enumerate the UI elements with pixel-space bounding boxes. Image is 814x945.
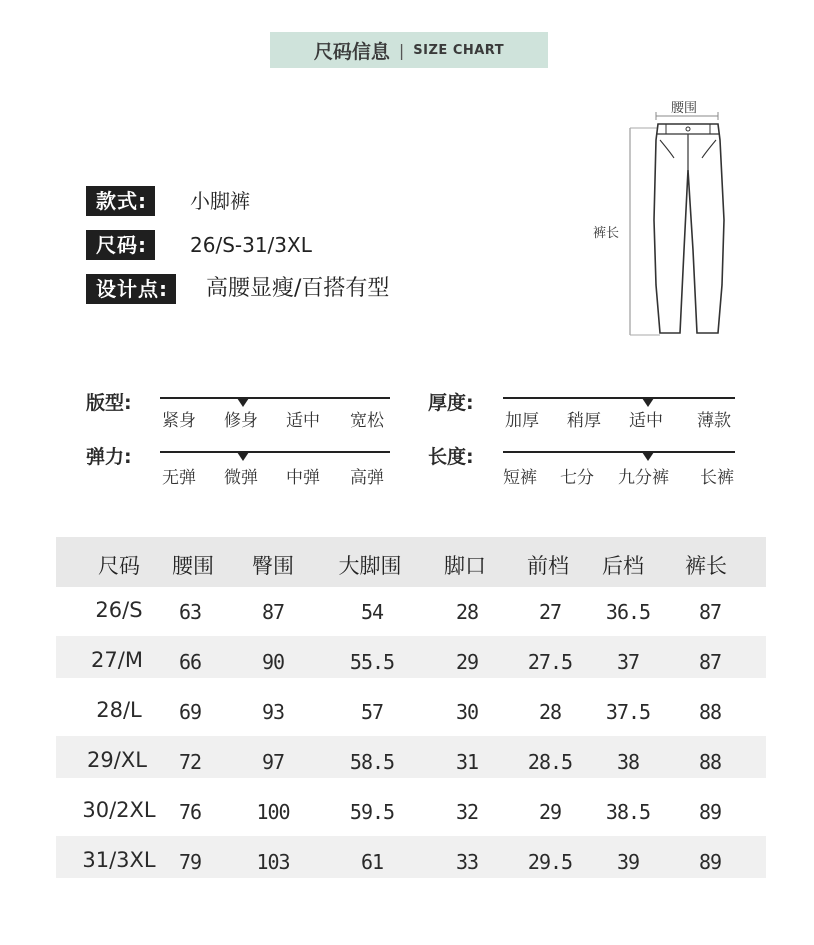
table-cell: 27.5 [527, 650, 573, 674]
length-option-4: 长裤 [700, 468, 734, 488]
table-cell: 87 [698, 600, 722, 624]
table-cell: 31 [455, 750, 479, 774]
row-stripe [56, 736, 766, 778]
style-value: 小脚裤 [190, 189, 250, 213]
size-chart-header [270, 32, 548, 68]
table-cell: 57 [360, 700, 384, 724]
col-header-hem: 脚口 [444, 554, 486, 578]
size-tag: 尺码: [86, 230, 155, 260]
length-marker [642, 452, 654, 461]
fit-option-3: 适中 [286, 411, 320, 431]
thickness-label: 厚度: [428, 392, 474, 414]
thickness-scale-line [503, 397, 735, 399]
table-cell: 37 [616, 650, 640, 674]
table-cell: 31/3XL [82, 848, 156, 872]
table-cell: 61 [360, 850, 384, 874]
table-cell: 33 [455, 850, 479, 874]
elasticity-marker [237, 452, 249, 461]
length-option-3: 九分裤 [618, 468, 669, 488]
thickness-option-4: 薄款 [697, 411, 731, 431]
table-cell: 27/M [91, 648, 143, 672]
header-title-en: SIZE CHART [413, 42, 505, 58]
elasticity-option-3: 中弹 [286, 468, 320, 488]
table-cell: 87 [261, 600, 285, 624]
length-label: 裤长 [593, 226, 620, 241]
col-header-length: 裤长 [685, 554, 727, 578]
table-cell: 30 [455, 700, 479, 724]
col-header-waist: 腰围 [172, 554, 214, 578]
table-cell: 100 [256, 800, 290, 824]
table-cell: 63 [178, 600, 202, 624]
table-cell: 59.5 [349, 800, 395, 824]
fit-label: 版型: [86, 392, 132, 414]
fit-option-1: 紧身 [162, 411, 196, 431]
length-attr-label: 长度: [428, 446, 474, 468]
length-scale-line [503, 451, 735, 453]
header-separator: | [398, 40, 405, 60]
table-cell: 27 [538, 600, 562, 624]
col-header-back-rise: 后档 [602, 554, 644, 578]
table-cell: 39 [616, 850, 640, 874]
table-cell: 28.5 [527, 750, 573, 774]
thickness-option-1: 加厚 [505, 411, 539, 431]
col-header-size: 尺码 [98, 554, 140, 578]
table-cell: 76 [178, 800, 202, 824]
header-title-cn: 尺码信息 [313, 40, 390, 63]
size-range-value: 26/S-31/3XL [190, 233, 312, 257]
elasticity-scale-line [160, 451, 390, 453]
length-option-1: 短裤 [503, 468, 537, 488]
table-cell: 32 [455, 800, 479, 824]
elasticity-label: 弹力: [86, 446, 132, 468]
table-cell: 37.5 [605, 700, 651, 724]
thickness-option-3: 适中 [629, 411, 663, 431]
row-stripe [56, 636, 766, 678]
elasticity-option-4: 高弹 [350, 468, 384, 488]
table-cell: 28 [455, 600, 479, 624]
table-cell: 90 [261, 650, 285, 674]
table-cell: 97 [261, 750, 285, 774]
table-cell: 89 [698, 850, 722, 874]
table-cell: 29.5 [527, 850, 573, 874]
elasticity-option-2: 微弹 [224, 468, 258, 488]
table-cell: 30/2XL [82, 798, 156, 822]
table-cell: 26/S [95, 598, 143, 622]
row-stripe [56, 836, 766, 878]
col-header-hip: 臀围 [252, 554, 294, 578]
table-cell: 38.5 [605, 800, 651, 824]
table-cell: 36.5 [605, 600, 651, 624]
table-cell: 28 [538, 700, 562, 724]
size-table-header [56, 537, 766, 587]
table-cell: 29/XL [87, 748, 147, 772]
col-header-front-rise: 前档 [527, 554, 569, 578]
fit-option-4: 宽松 [350, 411, 384, 431]
table-cell: 29 [455, 650, 479, 674]
table-cell: 38 [616, 750, 640, 774]
style-tag: 款式: [86, 186, 155, 216]
table-cell: 55.5 [349, 650, 395, 674]
table-cell: 29 [538, 800, 562, 824]
table-cell: 88 [698, 750, 722, 774]
table-cell: 103 [256, 850, 290, 874]
table-cell: 72 [178, 750, 202, 774]
thickness-option-2: 稍厚 [567, 411, 601, 431]
pants-diagram [600, 100, 750, 345]
design-tag: 设计点: [86, 274, 176, 304]
table-cell: 66 [178, 650, 202, 674]
table-cell: 58.5 [349, 750, 395, 774]
table-cell: 87 [698, 650, 722, 674]
table-cell: 54 [360, 600, 384, 624]
table-cell: 69 [178, 700, 202, 724]
fit-option-2: 修身 [224, 411, 258, 431]
design-value: 高腰显瘦/百搭有型 [206, 276, 390, 301]
table-cell: 79 [178, 850, 202, 874]
table-cell: 88 [698, 700, 722, 724]
waist-label: 腰围 [671, 101, 698, 116]
table-cell: 89 [698, 800, 722, 824]
table-cell: 93 [261, 700, 285, 724]
elasticity-option-1: 无弹 [162, 468, 196, 488]
col-header-thigh: 大脚围 [338, 554, 402, 578]
fit-scale-line [160, 397, 390, 399]
table-cell: 28/L [96, 698, 142, 722]
length-option-2: 七分 [560, 468, 594, 488]
